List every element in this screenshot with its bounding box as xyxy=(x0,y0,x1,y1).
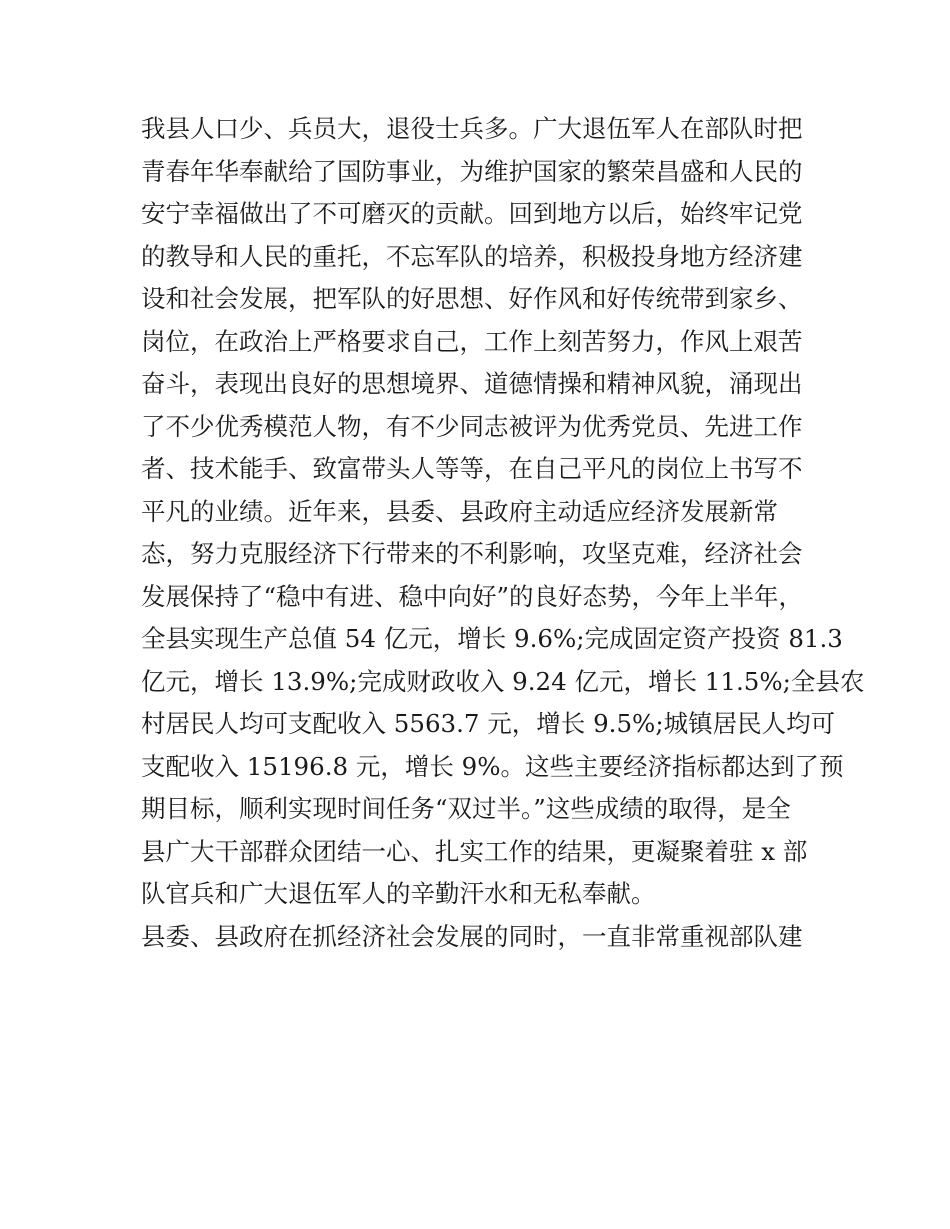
text-line: 队官兵和广大退伍军人的辛勤汗水和无私奉献。 xyxy=(141,879,656,908)
text-line: 者、技术能手、致富带头人等等，在自己平凡的岗位上书写不 xyxy=(141,454,803,483)
text-line: 安宁幸福做出了不可磨灭的贡献。回到地方以后，始终牢记党 xyxy=(141,199,803,228)
text-line: 我县人口少、兵员大，退役士兵多。广大退伍军人在部队时把 xyxy=(141,114,803,143)
text-line: 期目标，顺利实现时间任务“双过半。”这些成绩的取得，是全 xyxy=(141,794,791,823)
text-line: 了不少优秀模范人物，有不少同志被评为优秀党员、先进工作 xyxy=(141,411,803,441)
text-line: 的教导和人民的重托，不忘军队的培养，积极投身地方经济建 xyxy=(141,241,803,271)
body-text xyxy=(141,108,865,958)
text-line: 设和社会发展，把军队的好思想、好作风和好传统带到家乡、 xyxy=(141,284,803,313)
text-line: 奋斗，表现出良好的思想境界、道德情操和精神风貌，涌现出 xyxy=(141,369,803,398)
text-line: 态，努力克服经济下行带来的不利影响，攻坚克难，经济社会 xyxy=(141,539,803,568)
text-line: 平凡的业绩。近年来，县委、县政府主动适应经济发展新常 xyxy=(141,496,778,526)
text-line: 发展保持了“稳中有进、稳中向好”的良好态势，今年上半年， xyxy=(141,581,804,611)
text-line: 村居民人均可支配收入 5563.7 元，增长 9.5%;城镇居民人均可 xyxy=(141,709,836,738)
text-line: 县广大干部群众团结一心、扎实工作的结果，更凝聚着驻 x 部 xyxy=(141,836,808,866)
text-line: 县委、县政府在抓经济社会发展的同时，一直非常重视部队建 xyxy=(141,921,803,951)
text-line: 全县实现生产总值 54 亿元，增长 9.6%;完成固定资产投资 81.3 xyxy=(141,624,843,653)
text-line: 青春年华奉献给了国防事业，为维护国家的繁荣昌盛和人民的 xyxy=(141,156,803,186)
text-line: 岗位，在政治上严格要求自己，工作上刻苦努力，作风上艰苦 xyxy=(141,326,803,356)
text-line: 支配收入 15196.8 元，增长 9%。这些主要经济指标都达到了预 xyxy=(141,751,844,781)
text-line: 亿元，增长 13.9%;完成财政收入 9.24 亿元，增长 11.5%;全县农 xyxy=(141,666,865,696)
